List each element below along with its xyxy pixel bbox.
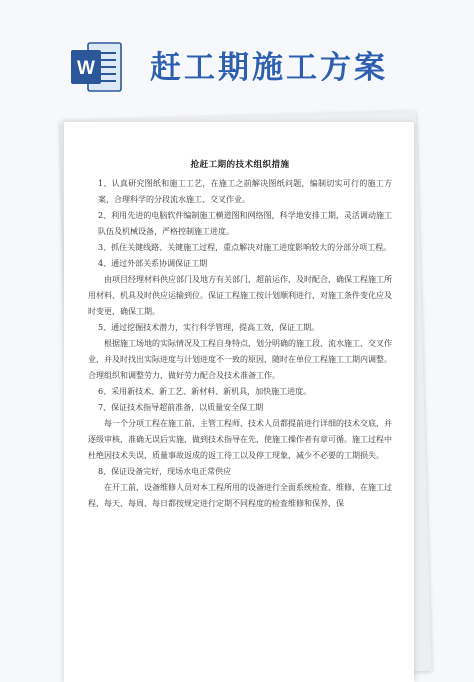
body-paragraph: 根据施工场地的实际情况及工程自身特点，划分明确的施工段、流水施工、交叉作业，并及时找出实际进度与计划进度不一致的原因，随时在单位工程施工工期内调整。合理组织和调整劳力，做好劳力配合及技术准备工作。 [88,339,392,380]
numbered-item: 2、利用先进的电脑软件编制施工横道图和网络图，科学地安排工期，灵活调动施工队伍及机械设备，严格控制施工进度。 [98,211,392,236]
numbered-item: 7、保证技术指导超前准备，以质量安全保工期 [98,403,264,412]
body-paragraph: 每一个分项工程在施工前，主管工程师、技术人员都提前进行详细的技术交底，并逐级审核，准确无误后实施，做到技术指导在先，使施工操作者有章可循。施工过程中杜绝因技术失误，质量事故返成的返工待工以及停工现象，减少不必要的工期损失。 [88,419,392,460]
numbered-item: 1、认真研究图纸和施工工艺，在施工之前解决图纸问题，编制切实可行的施工方案，合理科学的分段流水施工、交叉作业。 [98,179,392,204]
page-header [0,0,474,118]
numbered-item: 5、通过挖掘技术潜力，实行科学管理，提高工效，保证工期。 [98,323,320,332]
word-logo-letter: W [77,58,95,79]
document-body [88,176,392,512]
word-document-icon [70,40,122,94]
numbered-item: 8、保证设备完好，现场水电正常供应 [98,467,232,476]
numbered-item: 3、抓住关键线路、关键施工过程，重点解决对施工进度影响较大的分部分项工程。 [98,243,392,252]
numbered-item: 4、通过外部关系协调保证工期 [98,259,208,268]
document-heading: 抢赶工期的技术组织措施 [190,160,290,170]
document-page [64,122,414,682]
numbered-item: 6、采用新技术、新工艺、新材料、新机具，加快施工进度。 [98,387,312,396]
body-paragraph: 由项目经理材料供应部门及地方有关部门，超前运作，及时配合，确保工程施工所用材料、机具及时供应运输到位。保证工程施工按计划顺利进行，对施工条件变化应及时变更，确保工期。 [88,275,392,316]
page-title: 赶工期施工方案 [150,50,388,86]
body-paragraph: 在开工前，设备维修人员对本工程所用的设备进行全面系统检查、维修，在施工过程，每天、每周、每日都按规定进行定期不同程度的检查维修和保养，保 [88,483,392,508]
